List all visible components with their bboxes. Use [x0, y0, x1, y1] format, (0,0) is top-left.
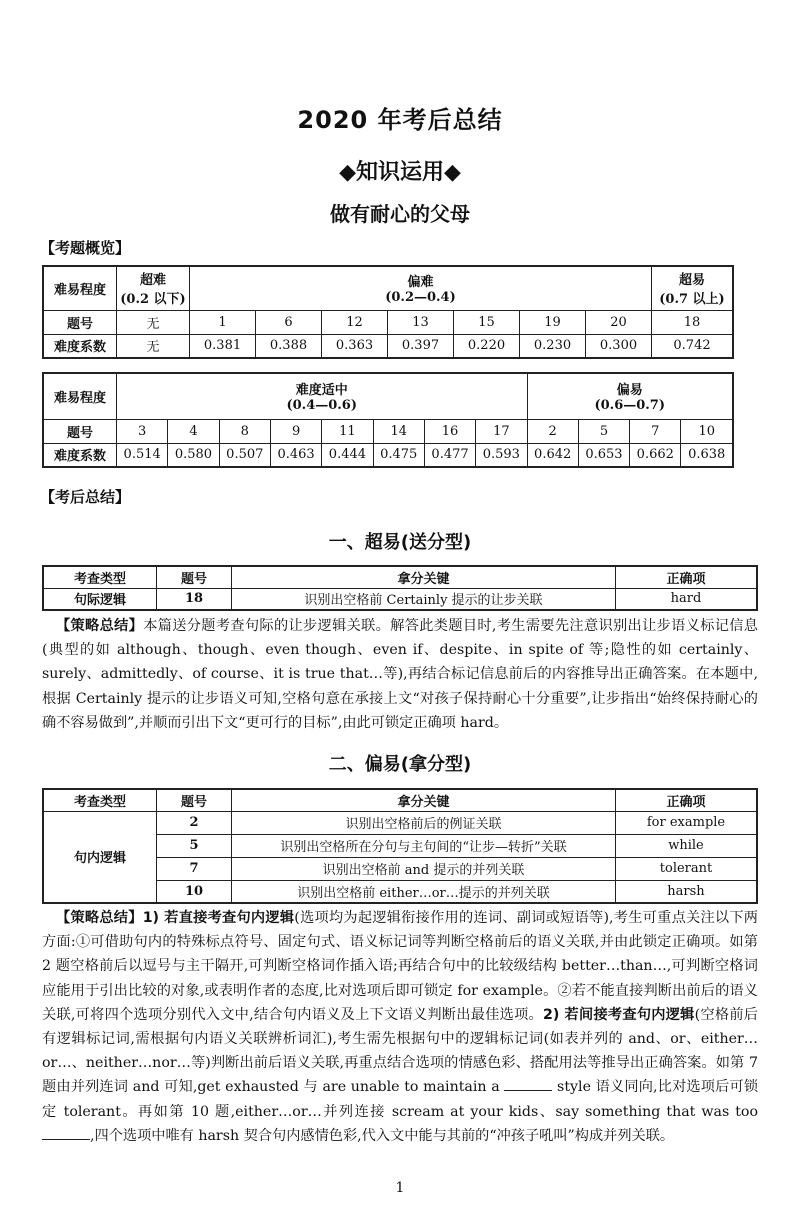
row-label: 难度系数 — [43, 334, 117, 358]
table-row — [43, 443, 733, 467]
table-cell: 0.397 — [388, 334, 454, 358]
category-cell — [652, 266, 734, 310]
category-cell — [190, 266, 652, 310]
table-cell: 7 — [157, 857, 232, 880]
table-cell: 3 — [117, 419, 168, 443]
part2-heading: 二、偏易(拿分型) — [328, 754, 472, 775]
table-cell: 19 — [520, 310, 586, 334]
table-row — [43, 266, 733, 310]
column-header: 正确项 — [616, 789, 758, 811]
table-cell: for example — [616, 811, 758, 834]
strategy-text: ,四个选项中唯有 harsh 契合句内感情色彩,代入文中能与其前的“冲孩子吼叫”构成并列关联。 — [90, 1127, 675, 1144]
table-cell: 识别出空格前 Certainly 提示的让步关联 — [232, 588, 616, 610]
strategy-text: (空格前后有逻辑标记词,需根据句内语义关联辨析词汇),考生需先根据句中的逻辑标记词(如表并列的 and、or、either…or…、neither…nor…等)判断出前后语义关联,再重点结合选项的情感色彩、搭配用法等推导出正确答案。如第 7 题由并列连词 and 可知,get exhausted 与 are unable to maintain a — [42, 1006, 758, 1096]
part1-heading: 一、超易(送分型) — [328, 532, 472, 553]
table-cell: 1 — [190, 310, 256, 334]
table-cell: 识别出空格所在分句与主句间的“让步—转折”关联 — [232, 834, 616, 857]
column-header: 拿分关键 — [232, 789, 616, 811]
table-cell: 0.220 — [454, 334, 520, 358]
column-header: 题号 — [157, 566, 232, 588]
table-cell: 2 — [157, 811, 232, 834]
part2-strategy — [42, 906, 758, 1148]
table-cell: 20 — [586, 310, 652, 334]
strategy-point-1: 1) 若直接考查句内逻辑 — [142, 910, 295, 926]
table-row — [43, 334, 733, 358]
table-cell: 识别出空格前后的例证关联 — [232, 811, 616, 834]
table-cell: 0.300 — [586, 334, 652, 358]
table-cell: 13 — [388, 310, 454, 334]
row-label: 题号 — [43, 310, 117, 334]
table-cell: 0.463 — [270, 443, 321, 467]
article-subtitle: 做有耐心的父母 — [330, 202, 470, 226]
page-number: 1 — [395, 1180, 405, 1196]
table-cell: 0.580 — [168, 443, 219, 467]
strategy-point-2: 2) 若间接考查句内逻辑 — [542, 1006, 695, 1023]
column-header: 拿分关键 — [232, 566, 616, 588]
table-cell: 0.477 — [424, 443, 475, 467]
strategy-text: 本篇送分题考查句际的让步逻辑关联。解答此类题目时,考生需要先注意识别出让步语义标记信息(典型的如 although、though、even though、even if、despite、in spite of 等;隐性的如 certainly、surely、admittedly、of course、it is true that…等),再结合标记信息前后的内容推导出正确答案。在本题中,根据 Certainly 提示的让步语义可知,空格句意在承接上文“对孩子保持耐心十分重要”,让步指出“始终保持耐心的确不容易做到”,并顺而引出下文“更可行的目标”,由此可锁定正确项 hard。 — [42, 618, 758, 731]
overview-label: 【考题概览】 — [40, 239, 131, 257]
part1-strategy — [42, 614, 758, 735]
table-cell: 无 — [117, 334, 190, 358]
table-cell: 10 — [681, 419, 733, 443]
category-name: 偏易 — [616, 383, 643, 399]
table-cell: 0.363 — [322, 334, 388, 358]
table-cell: 12 — [322, 310, 388, 334]
table-cell: 2 — [527, 419, 578, 443]
table-row — [43, 419, 733, 443]
table-cell: 0.653 — [578, 443, 629, 467]
table-cell: 0.230 — [520, 334, 586, 358]
category-name: 偏难 — [407, 275, 434, 291]
category-name: 超难 — [139, 273, 166, 289]
table-cell: 5 — [578, 419, 629, 443]
table-cell: 9 — [270, 419, 321, 443]
table-cell: 0.638 — [681, 443, 733, 467]
strategy-lead: 【策略总结】 — [56, 618, 144, 634]
table-row — [43, 588, 757, 610]
strategy-lead: 【策略总结】 — [56, 910, 143, 926]
table-cell: tolerant — [616, 857, 758, 880]
section-title: ◆知识运用◆ — [339, 160, 461, 185]
table-cell: 7 — [630, 419, 681, 443]
page-title: 2020 年考后总结 — [297, 106, 503, 134]
answer-blank — [42, 1127, 90, 1140]
table-cell: 5 — [157, 834, 232, 857]
table-cell: harsh — [616, 880, 758, 903]
table-cell: 0.742 — [652, 334, 734, 358]
category-range: (0.7 以上) — [659, 292, 725, 308]
summary-label: 【考后总结】 — [40, 488, 131, 506]
table-cell: 0.507 — [219, 443, 270, 467]
table-cell: 11 — [322, 419, 373, 443]
table-cell: 句内逻辑 — [43, 811, 157, 903]
table-cell: 15 — [454, 310, 520, 334]
column-header: 正确项 — [616, 566, 758, 588]
table-cell: while — [616, 834, 758, 857]
strategy-text: (选项均为起逻辑衔接作用的连词、副词或短语等),考生可重点关注以下两方面:①可借助句内的特殊标点符号、固定句式、语义标记词等判断空格前后的语义关联,并由此锁定正确项。如第 2 题空格前后以逗号与主干隔开,可判断空格词作插入语;再结合句中的比较级结构 better…than…,可判断空格词应能用于引出比较的对象,或表明作者的态度,比对选项后即可锁定 for example。②若不能直接判断出前后的语义关联,可将四个选项分别代入文中,结合句内语义及上下文语义判断出最佳选项。 — [42, 910, 758, 1023]
table-cell: 0.381 — [190, 334, 256, 358]
table-cell: 0.444 — [322, 443, 373, 467]
table-cell: 4 — [168, 419, 219, 443]
row-label: 难易程度 — [43, 373, 117, 419]
category-name: 超易 — [678, 273, 705, 289]
table-cell: 0.388 — [256, 334, 322, 358]
category-cell — [527, 373, 733, 419]
category-range: (0.2—0.4) — [385, 290, 456, 306]
part2-table — [42, 788, 758, 904]
table-cell: 句际逻辑 — [43, 588, 157, 610]
category-range: (0.4—0.6) — [286, 398, 358, 414]
table-cell: 18 — [157, 588, 232, 610]
category-range: (0.2 以下) — [120, 292, 186, 308]
table-cell: hard — [616, 588, 758, 610]
difficulty-table-2 — [42, 372, 734, 468]
category-name: 难度适中 — [295, 383, 348, 399]
table-row — [43, 373, 733, 419]
table-cell: 0.514 — [117, 443, 168, 467]
table-cell: 16 — [424, 419, 475, 443]
table-cell: 0.475 — [373, 443, 424, 467]
table-cell: 无 — [117, 310, 190, 334]
category-range: (0.6—0.7) — [594, 398, 666, 414]
category-cell — [117, 373, 528, 419]
difficulty-table-1 — [42, 265, 734, 359]
row-label: 难易程度 — [43, 266, 117, 310]
row-label: 题号 — [43, 419, 117, 443]
table-cell: 8 — [219, 419, 270, 443]
table-cell: 10 — [157, 880, 232, 903]
table-cell: 6 — [256, 310, 322, 334]
column-header: 题号 — [157, 789, 232, 811]
table-cell: 0.642 — [527, 443, 578, 467]
answer-blank — [504, 1078, 552, 1091]
table-cell: 0.662 — [630, 443, 681, 467]
table-row — [43, 811, 757, 834]
table-cell: 0.593 — [476, 443, 527, 467]
table-cell: 识别出空格前 either…or…提示的并列关联 — [232, 880, 616, 903]
strategy-text: style 语义同向,比对选项后可锁定 tolerant。再如第 10 题,either…or…并列连接 scream at your kids、say something that was too — [42, 1079, 759, 1120]
table-cell: 18 — [652, 310, 734, 334]
part1-table — [42, 565, 758, 611]
table-header-row — [43, 789, 757, 811]
table-cell: 17 — [476, 419, 527, 443]
table-cell: 14 — [373, 419, 424, 443]
column-header: 考查类型 — [43, 566, 157, 588]
row-label: 难度系数 — [43, 443, 117, 467]
table-row — [43, 310, 733, 334]
category-cell — [117, 266, 190, 310]
column-header: 考查类型 — [43, 789, 157, 811]
table-cell: 识别出空格前 and 提示的并列关联 — [232, 857, 616, 880]
table-header-row — [43, 566, 757, 588]
